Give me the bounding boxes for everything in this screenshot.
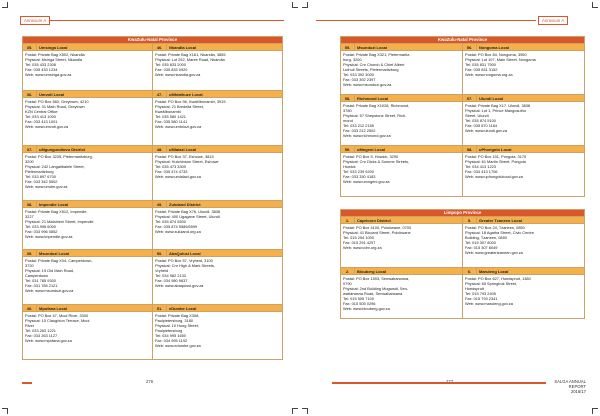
crop-mark <box>292 2 298 8</box>
entry-number: 55. <box>341 44 355 51</box>
entry-header-row <box>341 268 585 275</box>
entry-number: 58. <box>463 146 477 153</box>
entry-name: Zululand District <box>167 201 283 208</box>
entry-number: 39. <box>23 250 37 257</box>
entry-detail-row <box>23 51 283 91</box>
entry-details: Postal: PO Box 96, KwaMbonambi, 3915 Physical: 21 Bredelia Street, KwaMbonambi Tel: 035 580 1421 Fax: 035 580 1141 Web: www.umfolozi.gov.za <box>153 98 283 146</box>
entry-header-row <box>341 217 585 224</box>
province-heading: KwaZulu-Natal Province <box>23 37 283 44</box>
entry-number: 35. <box>23 44 37 51</box>
entry-number: 40. <box>23 305 37 312</box>
entry-detail-row <box>341 153 585 197</box>
left-directory-table <box>22 36 283 360</box>
entry-name: Mpofana Local <box>37 305 153 312</box>
entry-details: Postal: PO Box 3235, Pietermaritzburg, 3200 Physical: 242 Langalibalele Street, Pietermaritzburg Tel: 033 897 6700 Fax: 033 342 5502 Web: www.umdm.gov.za <box>23 153 153 201</box>
entry-details: Postal: PO Box 191, Pongola, 3170 Physical: 61 Martin Street, Pongola Tel: 034 413 1223 Fax: 034 413 1706 Web: www.uphongololocal.gov.za <box>463 153 585 197</box>
entry-header-row <box>341 146 585 153</box>
entry-number: 38. <box>23 201 37 208</box>
entry-detail-row <box>23 312 283 360</box>
entry-number: 37. <box>23 146 37 153</box>
entry-name: Umsinga Local <box>37 44 153 51</box>
entry-details: Postal: PO Box 47, Mooi River, 3300 Physical: 10 Claughton Terrace, Mooi River Tel: 033 263 1221 Fax: 033 263 1127 Web: www.mpofana.gov.za <box>23 312 153 360</box>
entry-details: Postal: Private Bag X321, Pietermaritz- burg, 3200 Physical: Cnr Church & Chief Albert Luthuli Streets, Pietermaritzburg Tel: 033 392 3000 Fax: 033 392 2397 Web: www.msunduzi.gov.za <box>341 51 463 95</box>
entry-number: 47. <box>153 91 167 98</box>
entry-header-row <box>341 95 585 102</box>
entry-name: Blouberg Local <box>355 268 463 275</box>
entry-number: 6. <box>463 268 477 275</box>
entry-details: Postal: Private Bag X17, Ulundi, 3838 Physical: Lot 1, Prince Mangosuthu Street, Ulundi Tel: 035 874 5100 Fax: 035 870 1164 Web: www.ulundi.gov.za <box>463 102 585 146</box>
entry-details: Postal: PO Box 627, Hoedspruit, 1380 Physical: 65 Springbok Street, Hoedspruit Tel: 015 793 2409 Fax: 015 793 2341 Web: www.maruleng.gov.za <box>463 275 585 319</box>
crop-mark <box>592 2 598 8</box>
annex-label: Annexure A <box>20 16 50 25</box>
entry-detail-row <box>23 153 283 201</box>
entry-number: 57. <box>463 95 477 102</box>
entry-detail-row <box>23 257 283 305</box>
header-rule <box>50 20 284 21</box>
entry-name: uMgungundlovu District <box>37 146 153 153</box>
entry-header-row <box>23 146 283 153</box>
entry-name: Nkandla Local <box>167 44 283 51</box>
entry-details: Postal: PO Box 84, Nongoma, 3950 Physical: Lot 107, Main Street, Nongoma Tel: 035 831 7500 Fax: 035 831 3152 Web: www.nongoma.org.za <box>463 51 585 95</box>
entry-name: Msunduzi Local <box>355 44 463 51</box>
entry-header-row <box>23 44 283 51</box>
entry-name: uPhongolo Local <box>477 146 585 153</box>
entry-name: Maruleng Local <box>477 268 585 275</box>
crop-mark <box>302 2 308 8</box>
entry-number: 50. <box>153 250 167 257</box>
entry-number: 46. <box>153 44 167 51</box>
entry-details: Postal: Private Bag X04, Camperdown, 3720 Physical: 19 Old Main Road, Camperdown Tel: 031 785 9300 Fax: 031 785 2121 Web: www.msunduzi.gov.za <box>23 257 153 305</box>
footer-report-title <box>540 379 586 395</box>
entry-name: Greater Tzaneen Local <box>477 217 585 224</box>
entry-name: Ulundi Local <box>477 95 585 102</box>
crop-mark <box>2 408 8 414</box>
footer-line-2: 2016/17 <box>570 389 586 395</box>
footer-accent <box>22 382 32 384</box>
entry-number: 56. <box>463 44 477 51</box>
entry-header-row <box>23 305 283 312</box>
entry-details: Postal: PO Box 1593, Senwabarwana, 0790 Physical: 2nd Building Mogwadi, Sen- wabarwana Road, Senwabarwana Tel: 015 505 7100 Fax: 015 505 0296 Web: www.blouberg.gov.za <box>341 275 463 319</box>
right-directory-table-bottom <box>340 209 585 319</box>
entry-name: uMngeni Local <box>355 146 463 153</box>
entry-header-row <box>341 44 585 51</box>
right-directory-table-top <box>340 36 585 197</box>
crop-mark <box>2 2 8 8</box>
entry-name: Richmond Local <box>355 95 463 102</box>
entry-name: Capricorn District <box>355 217 463 224</box>
entry-detail-row <box>341 275 585 319</box>
entry-number: 58. <box>341 95 355 102</box>
entry-header-row <box>23 201 283 208</box>
entry-number: 49. <box>153 201 167 208</box>
page-number: 276 <box>146 379 154 384</box>
entry-details: Postal: PO Box 560, Greytown, 4210 Physical: 31 Main Road, Greytown KZN Central Office Tel: 033 413 1000 Fax: 033 413 1001 Web: www.umvoti.gov.za <box>23 98 153 146</box>
entry-number: 1. <box>341 217 355 224</box>
crop-mark <box>302 408 308 414</box>
entry-number: 2. <box>341 268 355 275</box>
entry-detail-row <box>23 208 283 250</box>
province-heading: KwaZulu-Natal Province <box>341 37 585 44</box>
footer-rule <box>332 382 546 384</box>
entry-detail-row <box>341 224 585 268</box>
entry-details: Postal: PO Box 37, Eshowe, 3815 Physical: Hutchinson Street, Eshowe Tel: 035 473 3300 Fax: 035 474 4733 Web: www.umlalazi.gov.za <box>153 153 283 201</box>
entry-number: 59. <box>341 146 355 153</box>
annex-label: Annexure A <box>538 16 568 25</box>
entry-details: Postal: PO Box 4100, Polokwane, 0700 Physical: 41 Biccard Street, Polokwane Tel: 015 294 1000 Fax: 015 291 4297 Web: www.cdm.org.za <box>341 224 463 268</box>
entry-name: uMlalazi Local <box>167 146 283 153</box>
entry-details: Postal: Private Bag X502, Nkandla Physical: Msinga Street, Nkandla Tel: 035 433 2308 Fax: 035 433 1234 Web: www.umsinga.gov.za <box>23 51 153 91</box>
entry-name: Nongoma Local <box>477 44 585 51</box>
entry-name: AbaQulusi Local <box>167 250 283 257</box>
entry-details: Postal: PO Box 57, Vryheid, 3100 Physical: Cnr High & Mark Streets, Vryheid Tel: 034 982 2133 Fax: 034 980 9637 Web: www.abaqulusi.gov.za <box>153 257 283 305</box>
entry-details: Postal: Private Bag X308, Paulpietersburg, 3180 Physical: 10 Hoog Street, Paulpietersburg Tel: 034 995 1650 Fax: 034 995 1192 Web: www.edumbe.gov.za <box>153 312 283 360</box>
entry-header-row <box>23 250 283 257</box>
entry-details: Postal: Private Bag X161, Nkandla, 3855 Physical: Lot 292, Maree Road, Nkandla Tel: 035 833 2000 Fax: 035 833 0920 Web: www.nkandla.gov.za <box>153 51 283 91</box>
entry-details: Postal: Private Bag X1028, Richmond, 3780 Physical: 57 Shepstone Street, Rich- mond Tel: 033 212 2155 Fax: 033 212 2502 Web: www.richmond.gov.za <box>341 102 463 146</box>
right-page <box>300 0 600 416</box>
entry-name: Impendle Local <box>37 201 153 208</box>
entry-name: eDumbe Local <box>167 305 283 312</box>
entry-number: 48. <box>153 146 167 153</box>
entry-header-row <box>23 91 283 98</box>
header-rule <box>316 20 536 21</box>
entry-name: uMhlathuze Local <box>167 91 283 98</box>
crop-mark <box>292 408 298 414</box>
entry-detail-row <box>341 51 585 95</box>
entry-details: Postal: Private Bag X512, Impendle, 3227 Physical: 21 Mafahleni Street, Impendle Tel: 033 996 6000 Fax: 033 996 0852 Web: www.impendle.gov.za <box>23 208 153 250</box>
footer-line-1: SALGA ANNUAL REPORT <box>554 379 586 390</box>
entry-number: 51. <box>153 305 167 312</box>
entry-name: Msunduzi Local <box>37 250 153 257</box>
entry-details: Postal: PO Box 5, Howick, 3290 Physical: Cnr Dicks & Somme Streets, Howick Tel: 033 239 9200 Fax: 033 330 4183 Web: www.umngeni.gov.za <box>341 153 463 197</box>
entry-details: Postal: PO Box 24, Tzaneen, 0850 Physical: 18 Agatha Street, Civic Centre Building, Tzaneen, 0850 Tel: 015 307 8000 Fax: 015 307 8049 Web: www.greatertzaneen.gov.za <box>463 224 585 268</box>
entry-name: Umvoti Local <box>37 91 153 98</box>
entry-detail-row <box>23 98 283 146</box>
entry-details: Postal: Private Bag X76, Ulundi, 3838 Physical: 400 Ugagane Street, Ulundi Tel: 035 874 5500 Fax: 035 874 5589/5599 Web: www.zululand.org.za <box>153 208 283 250</box>
entry-number: 36. <box>23 91 37 98</box>
crop-mark <box>592 408 598 414</box>
entry-detail-row <box>341 102 585 146</box>
entry-number: 5. <box>463 217 477 224</box>
province-heading: Limpopo Province <box>341 210 585 217</box>
